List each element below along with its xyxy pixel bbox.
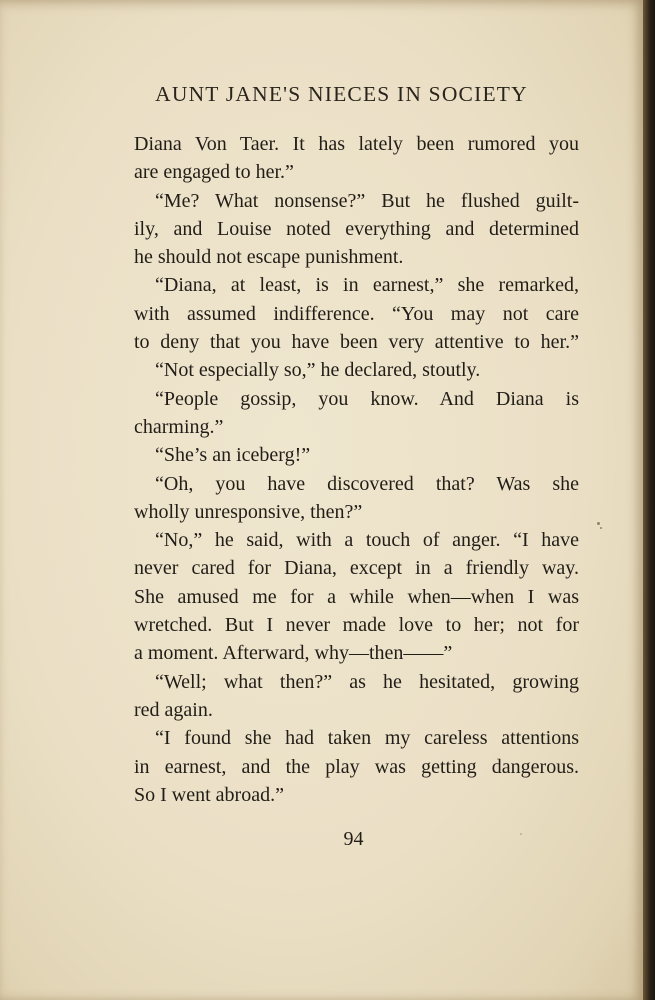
text-line: “No,” he said, with a touch of anger. “I have bbox=[155, 529, 579, 552]
text-line: he should not escape punishment. bbox=[134, 246, 404, 269]
text-line: in earnest, and the play was getting dangerous. bbox=[134, 755, 579, 778]
text-line: to deny that you have been very attentive to her.” bbox=[134, 331, 579, 354]
text-line: “Not especially so,” he declared, stoutly. bbox=[155, 359, 481, 382]
text-line: charming.” bbox=[134, 415, 224, 438]
text-line: She amused me for a while when—when I was bbox=[134, 585, 579, 608]
text-line: So I went abroad.” bbox=[134, 783, 284, 806]
text-line: “Oh, you have discovered that? Was she bbox=[155, 472, 579, 495]
text-line: “Diana, at least, is in earnest,” she remarked, bbox=[155, 274, 579, 297]
text-line: “She’s an iceberg!” bbox=[155, 444, 311, 467]
text-line: ily, and Louise noted everything and determined bbox=[134, 217, 579, 240]
paper-speck bbox=[520, 833, 522, 835]
text-line: a moment. Afterward, why—then——” bbox=[134, 642, 453, 665]
page-number: 94 bbox=[343, 828, 364, 850]
text-line: with assumed indifference. “You may not care bbox=[134, 302, 579, 325]
text-line: Diana Von Taer. It has lately been rumored you bbox=[134, 133, 579, 155]
text-line: never cared for Diana, except in a friendly way. bbox=[134, 557, 579, 580]
text-line: are engaged to her.” bbox=[134, 161, 294, 184]
text-line: “I found she had taken my careless attentions bbox=[155, 727, 579, 750]
body-text bbox=[134, 130, 579, 809]
text-line: wholly unresponsive, then?” bbox=[134, 500, 363, 523]
running-head: AUNT JANE'S NIECES IN SOCIETY bbox=[155, 82, 528, 106]
text-line: “Well; what then?” as he hesitated, growing bbox=[155, 670, 579, 693]
page-edge bbox=[643, 0, 655, 1000]
paper-speck bbox=[600, 527, 602, 529]
text-line: red again. bbox=[134, 698, 213, 721]
text-line: “Me? What nonsense?” But he flushed guilt- bbox=[155, 189, 579, 212]
text-line: “People gossip, you know. And Diana is bbox=[155, 387, 579, 410]
text-line: wretched. But I never made love to her; not for bbox=[134, 614, 579, 637]
paper-speck bbox=[597, 522, 600, 525]
